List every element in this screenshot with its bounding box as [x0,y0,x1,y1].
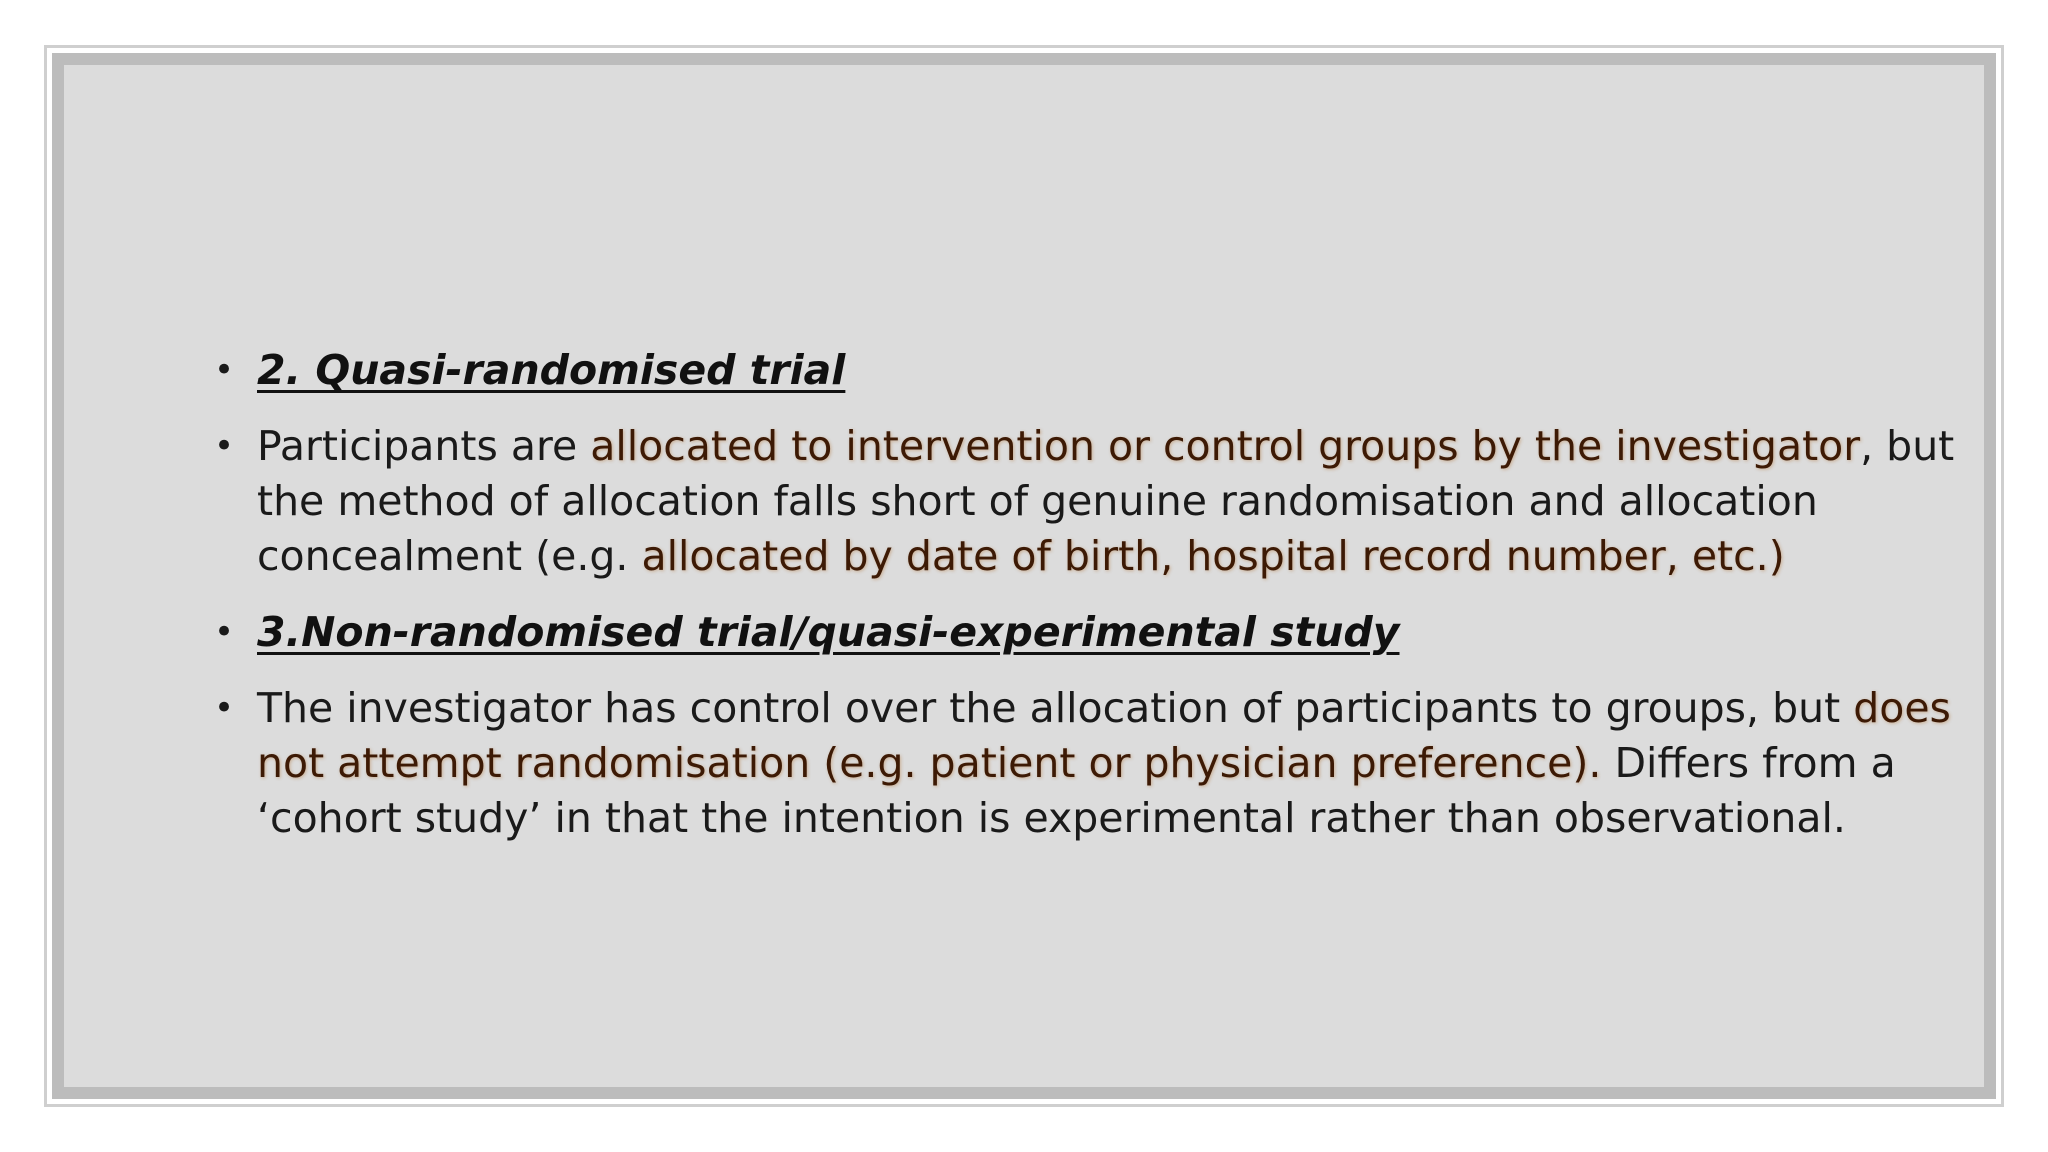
bullet-dot-icon: • [214,426,235,466]
body-text: Differs from a ‘cohort study’ in that the intention is experimental rather than observational. [257,739,1896,842]
section-heading: 3.Non-randomised trial/quasi-experimental study [257,608,1400,656]
slide [52,53,1996,1099]
bullet-list [203,343,1963,867]
body-text: , but the method of allocation falls short of genuine randomisation and allocation concealment (e.g. [257,422,1955,580]
highlighted-text: allocated by date of birth, hospital record number, etc.) [641,532,1785,580]
body-text: The investigator has control over the allocation of participants to groups, but [257,684,1854,732]
highlighted-text: allocated to intervention or control groups by the investigator [590,422,1861,470]
bullet-dot-icon: • [214,612,235,652]
bullet-item-quasi-randomised-description [203,419,1963,584]
body-text: Participants are [257,422,591,470]
highlighted-text: does not attempt randomisation (e.g. patient or physician preference). [257,684,1951,787]
bullet-dot-icon: • [214,350,235,390]
bullet-item-non-randomised-heading [203,605,1963,660]
bullet-item-quasi-randomised-heading [203,343,1963,398]
bullet-dot-icon: • [214,688,235,728]
slide-outer-border [44,45,2004,1107]
bullet-item-non-randomised-description [203,681,1963,846]
section-heading: 2. Quasi-randomised trial [257,346,846,394]
